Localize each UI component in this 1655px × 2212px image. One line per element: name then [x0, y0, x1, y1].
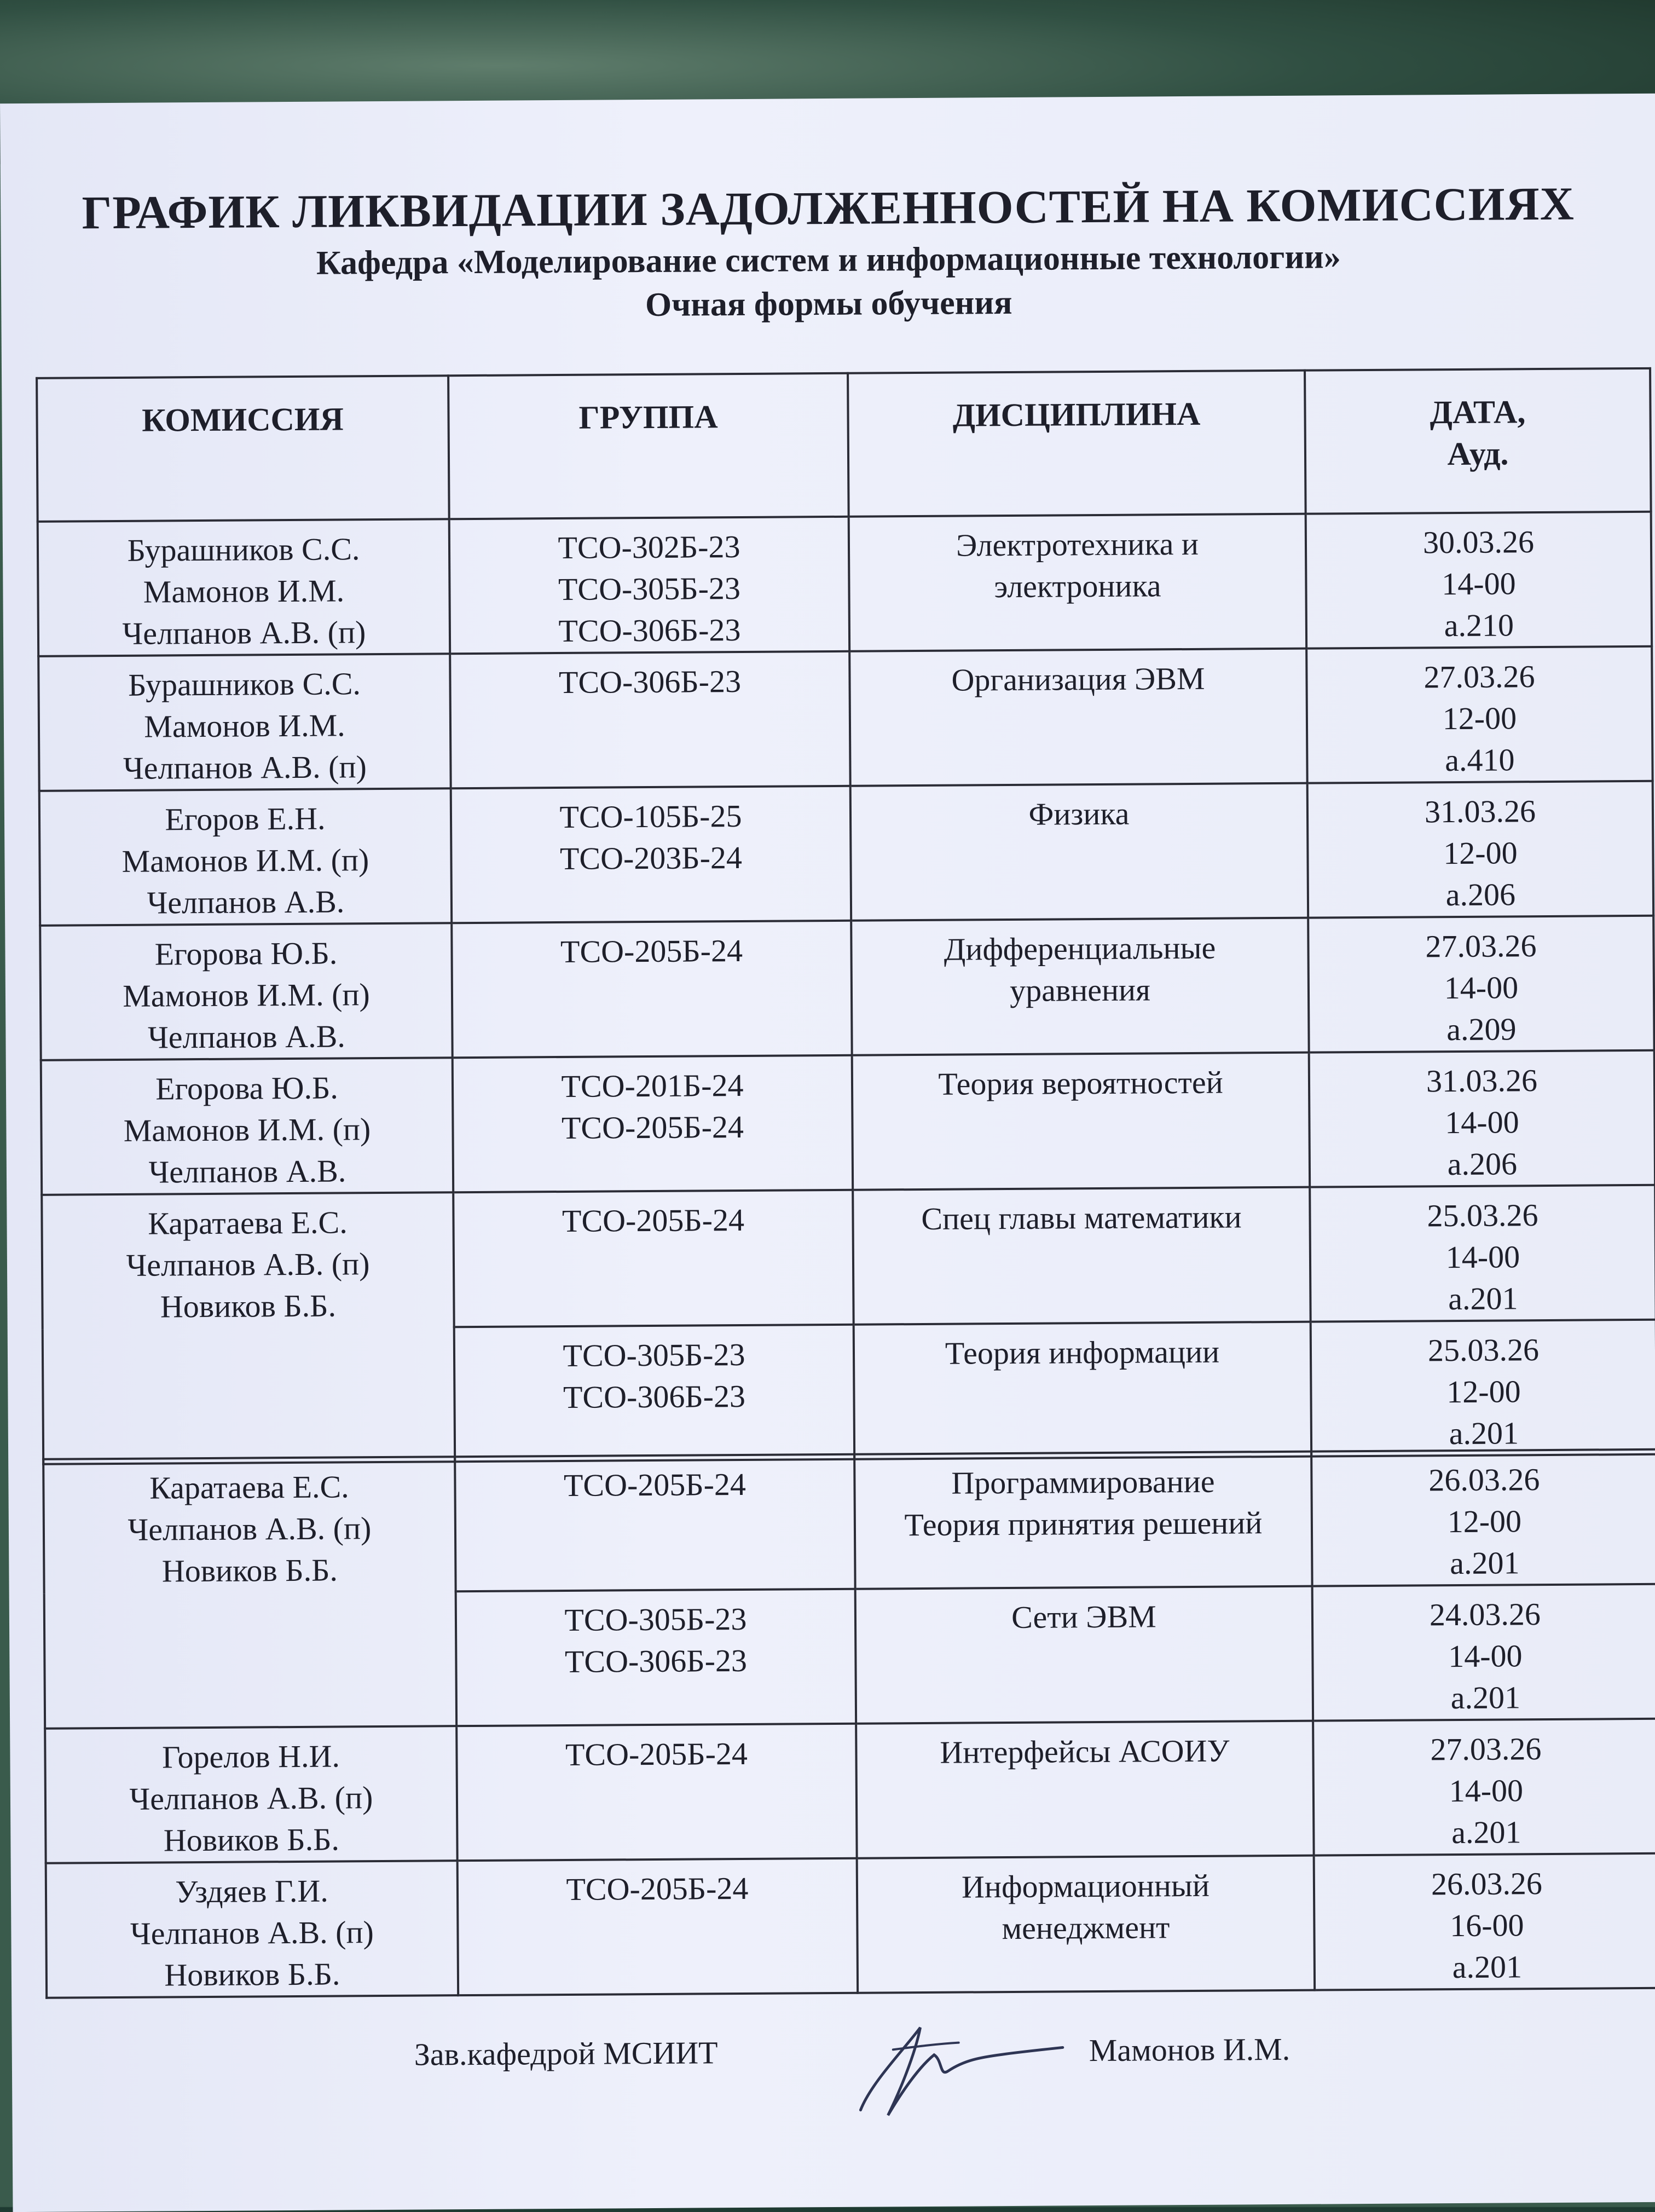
- group-line: ТСО-305Б-23: [558, 570, 741, 608]
- commission-line: Челпанов А.В. (п): [122, 614, 366, 651]
- header-group: ГРУППА: [448, 373, 849, 519]
- group-line: ТСО-302Б-23: [558, 528, 740, 566]
- date-line: 31.03.26: [1426, 1062, 1538, 1099]
- group-line: ТСО-205Б-24: [563, 1466, 747, 1503]
- group-line: ТСО-203Б-24: [559, 839, 743, 877]
- date-line: 27.03.26: [1425, 928, 1537, 964]
- document-title: ГРАФИК ЛИКВИДАЦИИ ЗАДОЛЖЕННОСТЕЙ НА КОМИССИЯХ: [82, 177, 1575, 239]
- date-line: а.201: [1452, 1949, 1523, 1985]
- table-2-body: [43, 1449, 1655, 1998]
- commission-line: Новиков Б.Б.: [163, 1821, 340, 1858]
- commission-line: Каратаева Е.С.: [149, 1469, 349, 1506]
- header-date-line1: ДАТА,: [1430, 394, 1526, 431]
- group-line: ТСО-205Б-24: [561, 1108, 744, 1146]
- date-line: а.201: [1449, 1415, 1519, 1452]
- discipline-line: Информационный: [961, 1867, 1210, 1905]
- group-line: ТСО-105Б-25: [559, 798, 742, 835]
- date-line: 14-00: [1444, 969, 1519, 1006]
- schedule-table-2: [42, 1448, 1655, 1999]
- discipline-line: Интерфейсы АСОИУ: [940, 1732, 1230, 1770]
- commission-line: Мамонов И.М. (п): [121, 842, 369, 879]
- table-1-body: [38, 512, 1655, 1464]
- header-commission: КОМИССИЯ: [37, 376, 449, 522]
- cell-discipline: [854, 1322, 1311, 1459]
- table-row: [46, 1853, 1655, 1998]
- group-line: ТСО-201Б-24: [561, 1067, 744, 1105]
- commission-line: Мамонов И.М.: [143, 573, 345, 610]
- cell-group: [454, 1325, 854, 1462]
- table-header-row: [37, 368, 1651, 522]
- cell-commission: [43, 1457, 456, 1729]
- signature-footer: [11, 2012, 1655, 2132]
- cell-commission: [38, 654, 450, 791]
- table-row: [39, 781, 1653, 926]
- table-row: [38, 646, 1652, 791]
- group-line: ТСО-305Б-23: [563, 1336, 745, 1373]
- date-line: 27.03.26: [1423, 659, 1535, 695]
- date-line: 25.03.26: [1427, 1197, 1538, 1234]
- cell-group: [453, 1190, 853, 1327]
- date-line: 26.03.26: [1431, 1866, 1543, 1902]
- group-line: ТСО-205Б-24: [562, 1202, 745, 1239]
- cell-discipline: [857, 1856, 1315, 1993]
- discipline-line: менеджмент: [1002, 1909, 1170, 1947]
- cell-group: [455, 1454, 855, 1591]
- cell-group: [456, 1724, 857, 1861]
- cell-discipline: [854, 1452, 1312, 1589]
- cell-group: [452, 921, 852, 1058]
- date-line: а.201: [1450, 1679, 1521, 1716]
- discipline-line: Электротехника и: [956, 525, 1199, 563]
- commission-line: Уздяев Г.И.: [175, 1873, 328, 1910]
- department-subtitle: Кафедра «Моделирование систем и информационные технологии»: [316, 238, 1341, 282]
- discipline-line: Теория принятия решений: [904, 1505, 1263, 1543]
- group-line: ТСО-306Б-23: [564, 1642, 748, 1679]
- cell-date: [1314, 1853, 1655, 1990]
- cell-group: [451, 786, 851, 923]
- discipline-line: Физика: [1028, 795, 1130, 832]
- discipline-line: электроника: [994, 568, 1161, 605]
- commission-line: Челпанов А.В.: [148, 1153, 346, 1190]
- cell-discipline: [850, 783, 1308, 921]
- discipline-line: Теория вероятностей: [938, 1064, 1223, 1102]
- group-line: ТСО-205Б-24: [566, 1870, 749, 1907]
- discipline-line: Теория информации: [945, 1333, 1220, 1371]
- date-line: а.210: [1444, 607, 1514, 644]
- group-line: ТСО-205Б-24: [565, 1735, 748, 1772]
- group-line: ТСО-305Б-23: [564, 1601, 747, 1638]
- table-row: [38, 512, 1652, 656]
- cell-date: [1306, 512, 1652, 649]
- commission-line: Бурашников С.С.: [128, 666, 361, 703]
- group-line: ТСО-306Б-23: [558, 611, 741, 649]
- date-line: а.201: [1451, 1814, 1521, 1851]
- date-line: 16-00: [1450, 1907, 1524, 1944]
- cell-discipline: [852, 1053, 1310, 1190]
- commission-line: Челпанов А.В. (п): [123, 749, 367, 786]
- cell-discipline: [849, 514, 1306, 651]
- date-line: 14-00: [1448, 1638, 1523, 1674]
- cell-commission: [40, 923, 452, 1060]
- commission-line: Мамонов И.М. (п): [123, 1111, 371, 1148]
- head-of-department-label: Зав.кафедрой МСИИТ: [414, 2035, 718, 2072]
- cell-discipline: [856, 1721, 1313, 1858]
- discipline-line: Программирование: [951, 1463, 1215, 1501]
- cell-discipline: [849, 649, 1307, 786]
- commission-line: Челпанов А.В.: [147, 1018, 345, 1055]
- schedule-table-1: [36, 367, 1655, 1465]
- cell-date: [1307, 781, 1653, 918]
- discipline-line: уравнения: [1009, 972, 1150, 1008]
- commission-line: Новиков Б.Б.: [164, 1956, 340, 1993]
- table-row: [41, 1050, 1655, 1195]
- cell-group: [456, 1589, 856, 1726]
- cell-date: [1310, 1185, 1655, 1322]
- cell-date: [1311, 1449, 1655, 1586]
- date-line: 14-00: [1445, 1239, 1520, 1275]
- cell-date: [1311, 1320, 1655, 1457]
- table-row: [40, 916, 1654, 1060]
- date-line: 30.03.26: [1422, 524, 1535, 561]
- cell-date: [1312, 1584, 1655, 1721]
- discipline-line: Сети ЭВМ: [1011, 1598, 1156, 1635]
- discipline-line: Дифференциальные: [944, 929, 1216, 967]
- table-row: [45, 1719, 1655, 1863]
- group-line: ТСО-306Б-23: [563, 1378, 746, 1415]
- paper-sheet: [0, 94, 1655, 2212]
- header-discipline: ДИСЦИПЛИНА: [848, 371, 1306, 517]
- header-date-line2: Ауд.: [1447, 435, 1509, 472]
- cell-date: [1306, 646, 1652, 783]
- date-line: 27.03.26: [1430, 1731, 1542, 1768]
- cell-date: [1313, 1719, 1655, 1856]
- commission-line: Егоров Е.Н.: [165, 800, 326, 838]
- study-form-subtitle: Очная формы обучения: [645, 284, 1012, 324]
- date-line: 12-00: [1442, 700, 1517, 737]
- table-row: [43, 1449, 1655, 1594]
- commission-line: Челпанов А.В. (п): [130, 1914, 374, 1951]
- date-line: а.206: [1445, 876, 1516, 913]
- commission-line: Горелов Н.И.: [161, 1738, 340, 1775]
- cell-commission: [46, 1861, 458, 1998]
- commission-line: Бурашников С.С.: [127, 531, 360, 568]
- cell-commission: [41, 1058, 453, 1195]
- commission-line: Челпанов А.В.: [147, 883, 345, 921]
- date-line: 26.03.26: [1428, 1462, 1540, 1498]
- date-line: 12-00: [1447, 1503, 1522, 1540]
- date-line: а.410: [1445, 742, 1515, 778]
- date-line: 25.03.26: [1427, 1332, 1540, 1368]
- cell-group: [450, 651, 850, 788]
- cell-discipline: [855, 1586, 1313, 1724]
- group-line: ТСО-205Б-24: [560, 932, 743, 970]
- date-line: 24.03.26: [1429, 1596, 1541, 1633]
- cell-date: [1309, 1050, 1655, 1187]
- date-line: а.201: [1450, 1545, 1520, 1581]
- cell-discipline: [851, 918, 1309, 1055]
- commission-line: Каратаева Е.С.: [148, 1204, 348, 1241]
- date-line: а.209: [1446, 1011, 1517, 1048]
- cell-discipline: [853, 1187, 1310, 1325]
- date-line: 14-00: [1442, 565, 1516, 602]
- table-row: [42, 1185, 1655, 1330]
- cell-group: [449, 517, 849, 654]
- commission-line: Мамонов И.М.: [144, 707, 345, 744]
- commission-line: Мамонов И.М. (п): [122, 977, 370, 1014]
- commission-line: Егорова Ю.Б.: [155, 1070, 339, 1107]
- commission-line: Челпанов А.В. (п): [128, 1510, 372, 1547]
- date-line: 14-00: [1445, 1104, 1519, 1141]
- cell-date: [1308, 916, 1654, 1053]
- commission-line: Новиков Б.Б.: [160, 1287, 337, 1325]
- commission-line: Егорова Ю.Б.: [154, 935, 338, 972]
- date-line: 14-00: [1449, 1772, 1524, 1809]
- date-line: а.201: [1448, 1280, 1518, 1317]
- header-date: [1305, 368, 1651, 514]
- commission-line: Челпанов А.В. (п): [129, 1780, 373, 1817]
- cell-commission: [39, 788, 452, 926]
- commission-line: Новиков Б.Б.: [161, 1552, 338, 1589]
- cell-group: [458, 1858, 858, 1995]
- date-line: 31.03.26: [1424, 793, 1536, 830]
- discipline-line: Спец главы математики: [921, 1199, 1242, 1237]
- discipline-line: Организация ЭВМ: [951, 660, 1205, 698]
- group-line: ТСО-306Б-23: [558, 663, 742, 701]
- date-line: а.206: [1447, 1146, 1518, 1182]
- cell-commission: [42, 1192, 455, 1464]
- cell-commission: [45, 1726, 457, 1863]
- cell-group: [453, 1055, 853, 1192]
- date-line: 12-00: [1446, 1373, 1521, 1410]
- head-of-department-name: Мамонов И.М.: [1089, 2031, 1291, 2069]
- handwritten-signature: [838, 2015, 1068, 2127]
- date-line: 12-00: [1443, 835, 1518, 871]
- commission-line: Челпанов А.В. (п): [126, 1246, 370, 1283]
- cell-commission: [38, 519, 450, 656]
